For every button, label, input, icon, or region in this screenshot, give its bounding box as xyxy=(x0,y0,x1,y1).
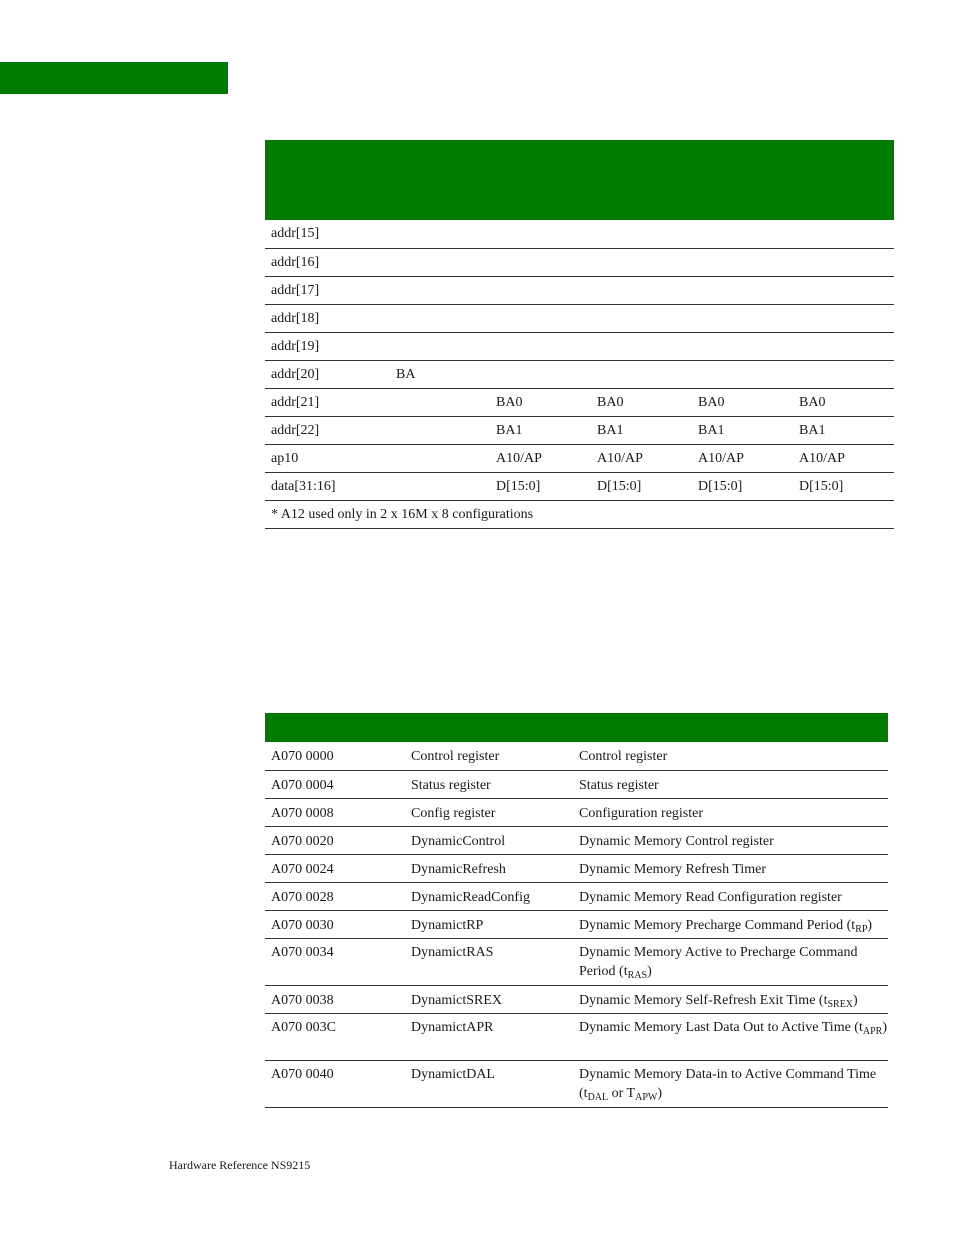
table-cell: D[15:0] xyxy=(793,472,894,500)
description-text: Dynamic Memory Data-in to Active Command Time (t xyxy=(579,1066,877,1101)
table-row xyxy=(265,304,894,332)
register-name: DynamicReadConfig xyxy=(405,882,573,910)
table-row xyxy=(265,332,894,360)
table-cell xyxy=(692,276,793,304)
table-row xyxy=(265,276,894,304)
register-name: DynamictDAL xyxy=(405,1060,573,1107)
register-name: DynamictAPR xyxy=(405,1013,573,1060)
table-cell xyxy=(390,388,490,416)
table-cell xyxy=(793,332,894,360)
register-name: DynamictSREX xyxy=(405,985,573,1013)
table-cell xyxy=(591,276,692,304)
table-cell: D[15:0] xyxy=(490,472,591,500)
table-row xyxy=(265,798,888,826)
header-color-bar xyxy=(0,62,228,94)
register-map-table xyxy=(265,713,888,1108)
table-row xyxy=(265,360,894,388)
table-header xyxy=(265,713,888,742)
description-subscript: SREX xyxy=(827,998,854,1010)
table-cell xyxy=(390,304,490,332)
table-cell xyxy=(490,332,591,360)
table-cell xyxy=(390,276,490,304)
description-text: or T xyxy=(608,1085,636,1101)
register-description: Dynamic Memory Read Configuration register xyxy=(573,882,888,910)
table-row xyxy=(265,1013,888,1060)
table-cell xyxy=(490,220,591,248)
table-cell xyxy=(692,360,793,388)
table-cell: addr[17] xyxy=(265,276,390,304)
register-description: Configuration register xyxy=(573,798,888,826)
register-address: A070 0040 xyxy=(265,1060,405,1107)
register-description xyxy=(573,938,888,985)
table-cell xyxy=(390,416,490,444)
table-cell: BA1 xyxy=(490,416,591,444)
table-row xyxy=(265,742,888,770)
table-cell xyxy=(591,332,692,360)
table-row xyxy=(265,220,894,248)
register-description: Dynamic Memory Control register xyxy=(573,826,888,854)
register-address: A070 003C xyxy=(265,1013,405,1060)
description-subscript: APW xyxy=(635,1091,658,1103)
table-cell: A10/AP xyxy=(591,444,692,472)
table-cell xyxy=(591,304,692,332)
table-row xyxy=(265,770,888,798)
table-cell xyxy=(793,276,894,304)
table-cell: BA1 xyxy=(793,416,894,444)
register-name: DynamictRP xyxy=(405,910,573,938)
table-row xyxy=(265,416,894,444)
table-cell: addr[18] xyxy=(265,304,390,332)
register-description: Status register xyxy=(573,770,888,798)
table-row xyxy=(265,826,888,854)
table-row xyxy=(265,938,888,985)
description-text: Dynamic Memory Active to Precharge Command Period (t xyxy=(579,944,858,979)
table-cell xyxy=(793,360,894,388)
description-subscript: DAL xyxy=(587,1091,609,1103)
table-cell xyxy=(490,360,591,388)
register-name: Config register xyxy=(405,798,573,826)
table-cell: BA0 xyxy=(490,388,591,416)
table-cell xyxy=(692,304,793,332)
description-subscript: RP xyxy=(855,923,868,935)
register-address: A070 0000 xyxy=(265,742,405,770)
table-cell: BA0 xyxy=(591,388,692,416)
table-cell xyxy=(490,276,591,304)
table-row xyxy=(265,248,894,276)
table-cell: BA1 xyxy=(591,416,692,444)
table-footnote-row xyxy=(265,500,894,528)
table-row xyxy=(265,444,894,472)
table-cell xyxy=(390,220,490,248)
table-cell xyxy=(793,304,894,332)
table-cell: A10/AP xyxy=(692,444,793,472)
table-row xyxy=(265,388,894,416)
table-cell: ap10 xyxy=(265,444,390,472)
table-cell: D[15:0] xyxy=(591,472,692,500)
table-cell xyxy=(490,248,591,276)
table-cell: data[31:16] xyxy=(265,472,390,500)
table-footnote: * A12 used only in 2 x 16M x 8 configurations xyxy=(265,500,894,528)
table-cell: BA xyxy=(390,360,490,388)
table-row xyxy=(265,472,894,500)
table-row xyxy=(265,985,888,1013)
table-cell: addr[21] xyxy=(265,388,390,416)
description-text: ) xyxy=(882,1019,887,1035)
description-text: Dynamic Memory Last Data Out to Active Time (t xyxy=(579,1019,863,1035)
table-cell xyxy=(692,220,793,248)
table-cell xyxy=(591,360,692,388)
register-description: Control register xyxy=(573,742,888,770)
register-address: A070 0004 xyxy=(265,770,405,798)
register-address: A070 0030 xyxy=(265,910,405,938)
table-cell xyxy=(591,248,692,276)
table-cell xyxy=(490,304,591,332)
table-cell: addr[19] xyxy=(265,332,390,360)
table-cell: A10/AP xyxy=(793,444,894,472)
table-cell: addr[22] xyxy=(265,416,390,444)
table-cell xyxy=(390,472,490,500)
address-mapping-table xyxy=(265,140,894,529)
description-text: ) xyxy=(867,917,873,933)
register-description xyxy=(573,985,888,1013)
table-cell xyxy=(390,444,490,472)
register-address: A070 0038 xyxy=(265,985,405,1013)
table-cell: D[15:0] xyxy=(692,472,793,500)
register-address: A070 0008 xyxy=(265,798,405,826)
table-cell xyxy=(793,248,894,276)
table-cell xyxy=(692,332,793,360)
table-cell: BA1 xyxy=(692,416,793,444)
description-subscript: RAS xyxy=(627,969,648,981)
description-text: Dynamic Memory Self-Refresh Exit Time (t xyxy=(579,992,828,1008)
table-header xyxy=(265,140,894,220)
register-address: A070 0034 xyxy=(265,938,405,985)
register-name: Control register xyxy=(405,742,573,770)
table-row xyxy=(265,854,888,882)
table-cell xyxy=(692,248,793,276)
register-description xyxy=(573,1060,888,1107)
table-cell xyxy=(793,220,894,248)
table-row xyxy=(265,882,888,910)
page-footer: Hardware Reference NS9215 xyxy=(169,1158,311,1172)
table-cell xyxy=(591,220,692,248)
register-name: Status register xyxy=(405,770,573,798)
description-text: ) xyxy=(853,992,858,1008)
table-cell: addr[16] xyxy=(265,248,390,276)
table-cell: BA0 xyxy=(692,388,793,416)
register-address: A070 0020 xyxy=(265,826,405,854)
description-subscript: APR xyxy=(862,1025,883,1037)
register-description xyxy=(573,1013,888,1060)
register-description xyxy=(573,910,888,938)
register-description: Dynamic Memory Refresh Timer xyxy=(573,854,888,882)
table-cell xyxy=(390,248,490,276)
table-cell: addr[20] xyxy=(265,360,390,388)
register-name: DynamicControl xyxy=(405,826,573,854)
description-text: ) xyxy=(657,1085,662,1101)
table-cell xyxy=(390,332,490,360)
register-name: DynamictRAS xyxy=(405,938,573,985)
table-cell: A10/AP xyxy=(490,444,591,472)
description-text: Dynamic Memory Precharge Command Period (t xyxy=(579,917,856,933)
register-address: A070 0024 xyxy=(265,854,405,882)
register-address: A070 0028 xyxy=(265,882,405,910)
table-row xyxy=(265,910,888,938)
register-name: DynamicRefresh xyxy=(405,854,573,882)
table-cell: BA0 xyxy=(793,388,894,416)
description-text: ) xyxy=(647,963,652,979)
table-cell: addr[15] xyxy=(265,220,390,248)
table-row xyxy=(265,1060,888,1107)
